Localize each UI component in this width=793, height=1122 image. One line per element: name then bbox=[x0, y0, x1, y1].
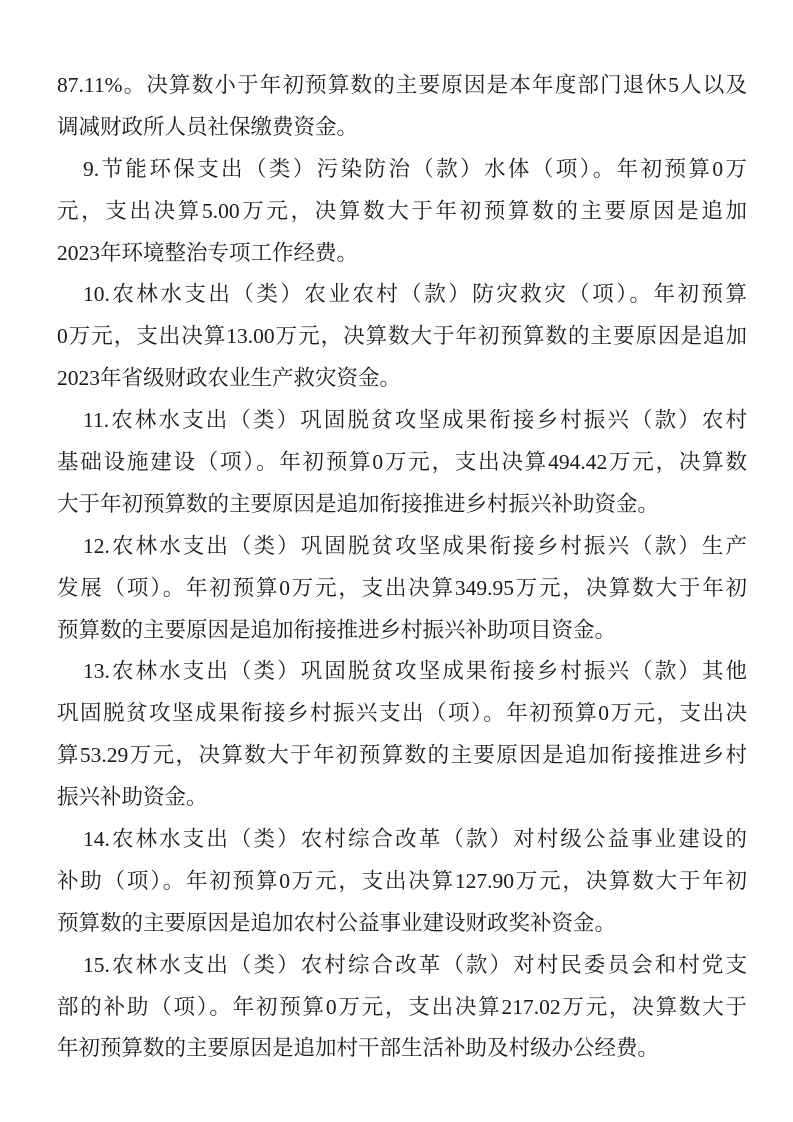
text-line: 0万元，支出决算13.00万元，决算数大于年初预算数的主要原因是追加 bbox=[57, 324, 747, 349]
text-line: 部的补助（项）。年初预算0万元，支出决算217.02万元，决算数大于 bbox=[57, 994, 747, 1019]
paragraph-continuation bbox=[57, 65, 747, 149]
text-line: 13.农林水支出（类）巩固脱贫攻坚成果衔接乡村振兴（款）其他 bbox=[83, 659, 747, 684]
text-line: 87.11%。决算数小于年初预算数的主要原因是本年度部门退休5人以及 bbox=[57, 73, 747, 97]
text-line: 算53.29万元，决算数大于年初预算数的主要原因是追加衔接推进乡村 bbox=[57, 743, 747, 768]
text-line: 10.农林水支出（类）农业农村（款）防灾救灾（项）。年初预算 bbox=[83, 282, 747, 307]
text-line: 年初预算数的主要原因是追加村干部生活补助及村级办公经费。 bbox=[57, 1036, 660, 1061]
text-line: 发展（项）。年初预算0万元，支出决算349.95万元，决算数大于年初 bbox=[57, 575, 747, 600]
text-line: 元，支出决算5.00万元，决算数大于年初预算数的主要原因是追加 bbox=[57, 198, 747, 223]
text-line: 11.农林水支出（类）巩固脱贫攻坚成果衔接乡村振兴（款）农村 bbox=[83, 408, 747, 433]
text-line: 巩固脱贫攻坚成果衔接乡村振兴支出（项）。年初预算0万元，支出决 bbox=[57, 701, 747, 726]
paragraph-item-14 bbox=[57, 819, 747, 945]
text-line: 9.节能环保支出（类）污染防治（款）水体（项）。年初预算0万 bbox=[83, 156, 747, 181]
paragraph-item-10 bbox=[57, 274, 747, 400]
text-line: 14.农林水支出（类）农村综合改革（款）对村级公益事业建设的 bbox=[83, 827, 747, 852]
text-line: 预算数的主要原因是追加农村公益事业建设财政奖补资金。 bbox=[57, 910, 617, 935]
text-line: 12.农林水支出（类）巩固脱贫攻坚成果衔接乡村振兴（款）生产 bbox=[83, 533, 747, 558]
text-line: 调减财政所人员社保缴费资金。 bbox=[57, 114, 359, 139]
text-line: 补助（项）。年初预算0万元，支出决算127.90万元，决算数大于年初 bbox=[57, 868, 747, 893]
text-line: 预算数的主要原因是追加衔接推进乡村振兴补助项目资金。 bbox=[57, 617, 617, 642]
text-line: 大于年初预算数的主要原因是追加衔接推进乡村振兴补助资金。 bbox=[57, 491, 660, 516]
paragraph-item-11 bbox=[57, 400, 747, 526]
paragraph-item-12 bbox=[57, 526, 747, 652]
text-line: 2023年环境整治专项工作经费。 bbox=[57, 240, 359, 265]
text-line: 基础设施建设（项）。年初预算0万元，支出决算494.42万元，决算数 bbox=[57, 450, 747, 475]
paragraph-item-9 bbox=[57, 149, 747, 275]
text-line: 15.农林水支出（类）农村综合改革（款）对村民委员会和村党支 bbox=[83, 952, 747, 977]
text-line: 2023年省级财政农业生产救灾资金。 bbox=[57, 366, 402, 391]
text-line: 振兴补助资金。 bbox=[57, 785, 208, 810]
paragraph-item-13 bbox=[57, 651, 747, 819]
paragraph-item-15 bbox=[57, 945, 747, 1071]
